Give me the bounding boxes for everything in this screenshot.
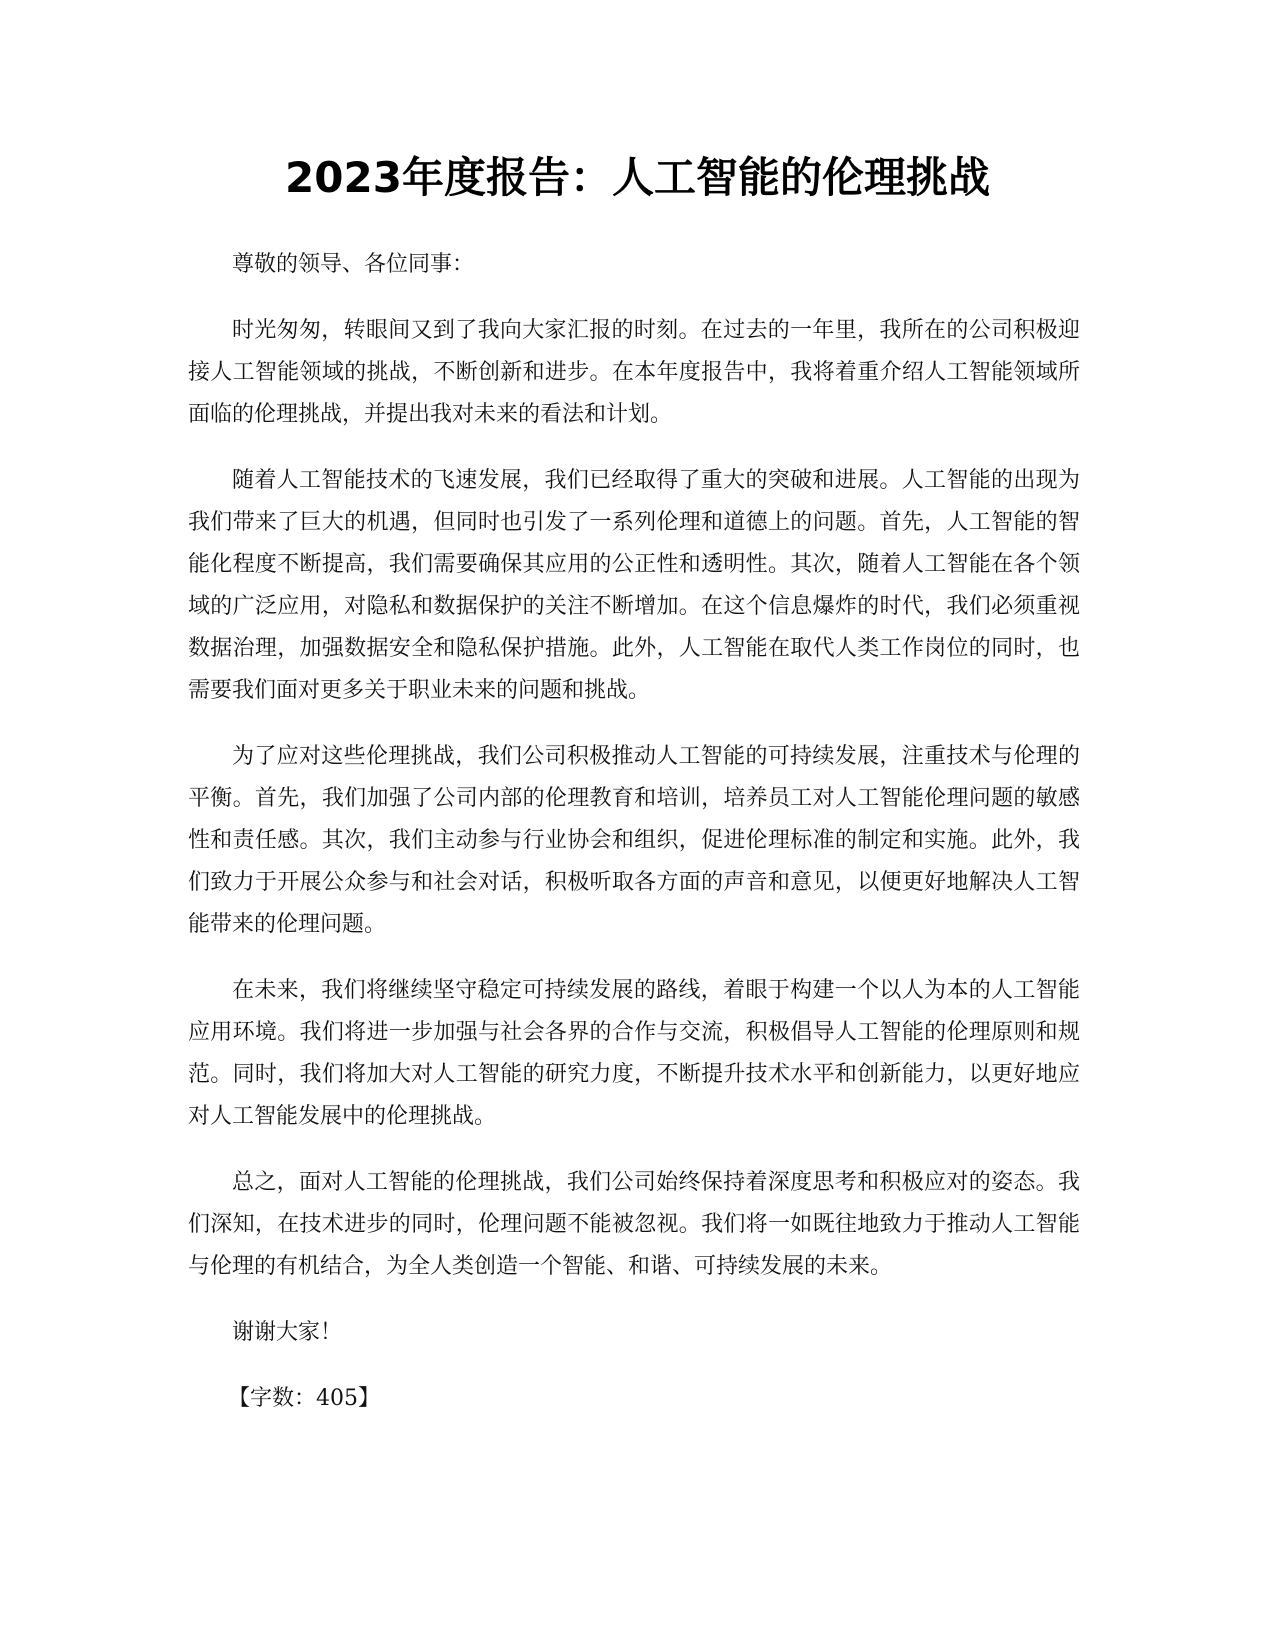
document-title: 2023年度报告：人工智能的伦理挑战 — [285, 153, 990, 202]
paragraph-1: 时光匆匆，转眼间又到了我向大家汇报的时刻。在过去的一年里，我所在的公司积极迎接人工智能领域的挑战，不断创新和进步。在本年度报告中，我将着重介绍人工智能领域所面临的伦理挑战，并提出我对未来的看法和计划。 — [188, 318, 1080, 427]
paragraph-4: 在未来，我们将继续坚守稳定可持续发展的路线，着眼于构建一个以人为本的人工智能应用环境。我们将进一步加强与社会各界的合作与交流，积极倡导人工智能的伦理原则和规范。同时，我们将加大对人工智能的研究力度，不断提升技术水平和创新能力，以更好地应对人工智能发展中的伦理挑战。 — [188, 978, 1080, 1129]
document-body — [188, 244, 1080, 1420]
paragraph-2: 随着人工智能技术的飞速发展，我们已经取得了重大的突破和进展。人工智能的出现为我们带来了巨大的机遇，但同时也引发了一系列伦理和道德上的问题。首先，人工智能的智能化程度不断提高，我们需要确保其应用的公正性和透明性。其次，随着人工智能在各个领域的广泛应用，对隐私和数据保护的关注不断增加。在这个信息爆炸的时代，我们必须重视数据治理，加强数据安全和隐私保护措施。此外，人工智能在取代人类工作岗位的同时，也需要我们面对更多关于职业未来的问题和挑战。 — [188, 468, 1080, 703]
closing-text: 谢谢大家！ — [232, 1320, 343, 1345]
greeting: 尊敬的领导、各位同事： — [232, 252, 475, 277]
paragraph-3: 为了应对这些伦理挑战，我们公司积极推动人工智能的可持续发展，注重技术与伦理的平衡。首先，我们加强了公司内部的伦理教育和培训，培养员工对人工智能伦理问题的敏感性和责任感。其次，我们主动参与行业协会和组织，促进伦理标准的制定和实施。此外，我们致力于开展公众参与和社会对话，积极听取各方面的声音和意见，以便更好地解决人工智能带来的伦理问题。 — [188, 744, 1080, 937]
word-count: 【字数：405】 — [228, 1386, 380, 1411]
paragraph-5: 总之，面对人工智能的伦理挑战，我们公司始终保持着深度思考和积极应对的姿态。我们深知，在技术进步的同时，伦理问题不能被忽视。我们将一如既往地致力于推动人工智能与伦理的有机结合，为全人类创造一个智能、和谐、可持续发展的未来。 — [188, 1170, 1080, 1279]
